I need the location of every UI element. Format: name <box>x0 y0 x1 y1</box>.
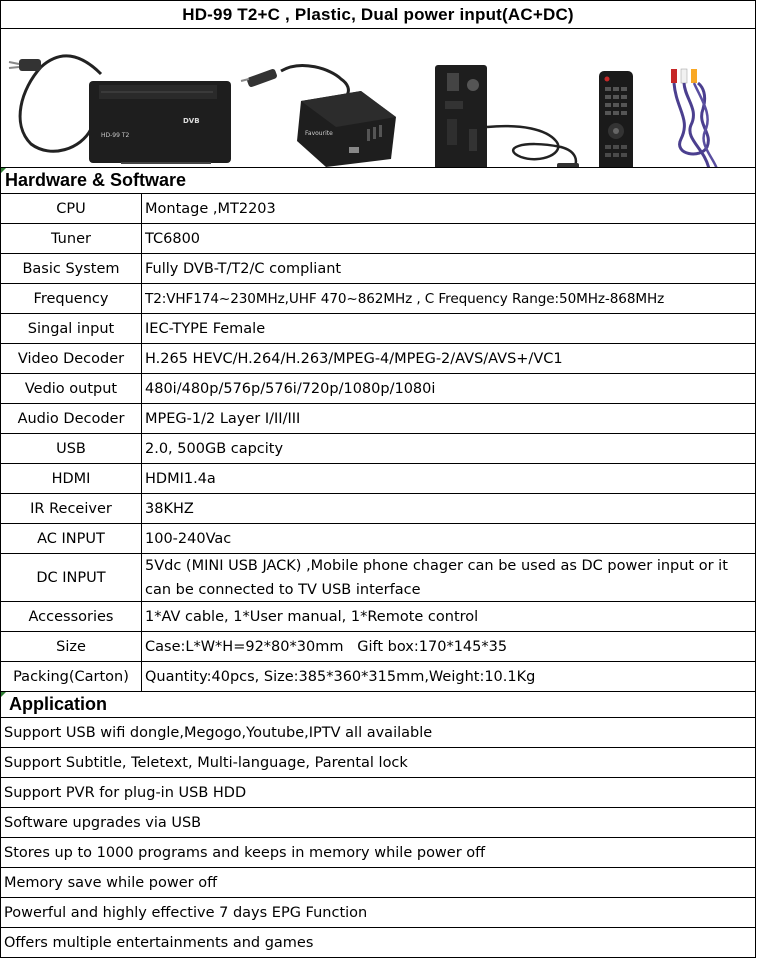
corner-mark-icon <box>1 692 6 697</box>
spec-row <box>1 224 755 254</box>
spec-row <box>1 464 755 494</box>
spec-row <box>1 602 755 632</box>
spec-label: Basic System <box>1 254 142 283</box>
spec-label: Vedio output <box>1 374 142 403</box>
spec-value: IEC-TYPE Female <box>145 320 266 337</box>
corner-mark-icon <box>1 168 6 173</box>
spec-label: Size <box>1 632 142 661</box>
spec-row <box>1 434 755 464</box>
spec-value: 1*AV cable, 1*User manual, 1*Remote control <box>145 608 479 625</box>
spec-value: 100-240Vac <box>145 530 232 547</box>
spec-label: Packing(Carton) <box>1 662 142 691</box>
spec-value: 5Vdc (MINI USB JACK) ,Mobile phone chager can be used as DC power input or it can be connected to TV USB interface <box>145 557 728 598</box>
remote-control-photo <box>599 71 633 167</box>
spec-value: TC6800 <box>145 230 201 247</box>
spec-value: H.265 HEVC/H.264/H.263/MPEG-4/MPEG-2/AVS/AVS+/VC1 <box>145 350 563 367</box>
spec-row <box>1 662 755 692</box>
model-label: HD-99 T2 <box>101 132 130 139</box>
spec-label: DC INPUT <box>1 554 142 601</box>
spec-label: Audio Decoder <box>1 404 142 433</box>
spec-value: 2.0, 500GB capcity <box>145 440 284 457</box>
application-heading-text: Application <box>9 694 107 714</box>
product-photo-strip <box>1 29 755 167</box>
spec-row <box>1 344 755 374</box>
application-section-heading <box>1 692 755 718</box>
hardware-section-heading <box>1 168 755 194</box>
spec-label: HDMI <box>1 464 142 493</box>
spec-value: HDMI1.4a <box>145 470 216 487</box>
list-item: Stores up to 1000 programs and keeps in memory while power off <box>1 838 755 868</box>
spec-value: Quantity:40pcs, Size:385*360*315mm,Weight:10.1Kg <box>145 668 536 685</box>
spec-value: Fully DVB-T/T2/C compliant <box>145 260 342 277</box>
spec-value: Case:L*W*H=92*80*30mm Gift box:170*145*35 <box>145 638 508 655</box>
list-item: Powerful and highly effective 7 days EPG Function <box>1 898 755 928</box>
receiver-angled-photo <box>241 66 396 167</box>
spec-value: MPEG-1/2 Layer I/II/III <box>145 410 301 427</box>
page-title: HD-99 T2+C , Plastic, Dual power input(AC+DC) <box>1 1 755 29</box>
spec-row <box>1 524 755 554</box>
spec-label: Video Decoder <box>1 344 142 373</box>
spec-row <box>1 404 755 434</box>
list-item: Memory save while power off <box>1 868 755 898</box>
spec-label: USB <box>1 434 142 463</box>
spec-row <box>1 284 755 314</box>
spec-value: 38KHZ <box>145 500 194 517</box>
spec-label: Accessories <box>1 602 142 631</box>
spec-label: IR Receiver <box>1 494 142 523</box>
spec-row <box>1 254 755 284</box>
spec-label: Frequency <box>1 284 142 313</box>
spec-table <box>1 194 755 692</box>
application-list <box>1 718 755 957</box>
spec-row <box>1 374 755 404</box>
av-cable-photo <box>671 69 717 167</box>
list-item: Offers multiple entertainments and games <box>4 934 314 951</box>
spec-value: 480i/480p/576p/576i/720p/1080p/1080i <box>145 380 436 397</box>
hardware-heading-text: Hardware & Software <box>5 170 187 190</box>
spec-value: T2:VHF174~230MHz,UHF 470~862MHz , C Frequency Range:50MHz-868MHz <box>145 290 665 307</box>
spec-row <box>1 632 755 662</box>
dvb-logo: DVB <box>183 117 200 125</box>
spec-label: CPU <box>1 194 142 223</box>
spec-label: Singal input <box>1 314 142 343</box>
spec-label: Tuner <box>1 224 142 253</box>
spec-row <box>1 194 755 224</box>
list-item: Support PVR for plug-in USB HDD <box>1 778 755 808</box>
spec-row <box>1 494 755 524</box>
spec-row <box>1 554 755 602</box>
spec-row <box>1 314 755 344</box>
receiver-front-photo <box>9 56 231 163</box>
spec-label: AC INPUT <box>1 524 142 553</box>
spec-value: Montage ,MT2203 <box>145 200 276 217</box>
receiver-side-photo <box>435 65 579 167</box>
product-photos <box>1 29 755 168</box>
list-item: Software upgrades via USB <box>1 808 755 838</box>
list-item: Support USB wifi dongle,Megogo,Youtube,IPTV all available <box>1 718 755 748</box>
brand-label: Favourite <box>305 130 333 137</box>
list-item: Support Subtitle, Teletext, Multi-language, Parental lock <box>1 748 755 778</box>
